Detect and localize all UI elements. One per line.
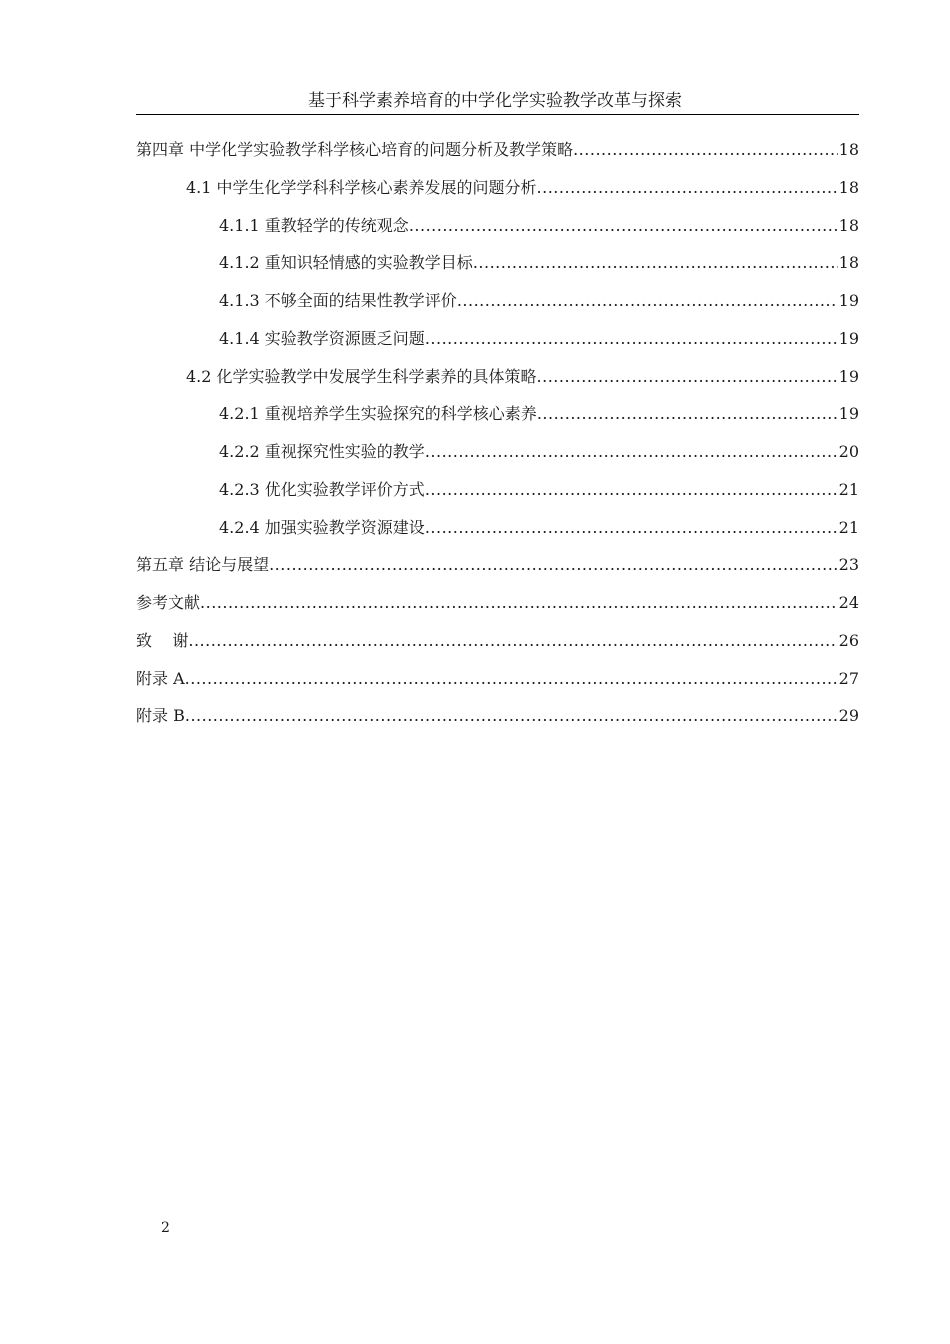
toc-entry[interactable] — [219, 516, 859, 540]
toc-entry-title: 4.1.1 重教轻学的传统观念 — [219, 216, 409, 235]
toc-entry-title: 4.1.4 实验教学资源匮乏问题 — [219, 329, 425, 348]
toc-dot-leader — [425, 516, 838, 540]
toc-entry-title: 4.2.3 优化实验教学评价方式 — [219, 480, 425, 499]
toc-entry[interactable] — [219, 402, 859, 426]
toc-entry[interactable] — [219, 289, 859, 313]
toc-entry-page: 19 — [838, 367, 859, 386]
toc-dot-leader — [573, 138, 838, 162]
toc-dot-leader — [425, 327, 838, 351]
toc-entry[interactable] — [136, 138, 859, 162]
toc-entry-title: 4.1.2 重知识轻情感的实验教学目标 — [219, 253, 473, 272]
toc-entry-page: 26 — [838, 631, 859, 650]
toc-dot-leader — [537, 176, 838, 200]
toc-entry-title: 致 谢 — [136, 631, 189, 650]
page-header — [136, 88, 859, 115]
toc-entry[interactable] — [136, 553, 859, 577]
toc-entry[interactable] — [186, 176, 859, 200]
toc-entry-title: 4.1.3 不够全面的结果性教学评价 — [219, 291, 457, 310]
toc-dot-leader — [425, 478, 838, 502]
toc-entry[interactable] — [136, 704, 859, 728]
toc-entry-page: 18 — [838, 178, 859, 197]
toc-entry[interactable] — [219, 327, 859, 351]
toc-dot-leader — [537, 402, 838, 426]
toc-entry-page: 19 — [838, 291, 859, 310]
toc-entry-title: 4.2.2 重视探究性实验的教学 — [219, 442, 425, 461]
toc-entry-page: 18 — [838, 216, 859, 235]
toc-entry[interactable] — [136, 667, 859, 691]
toc-entry-title: 附录 A — [136, 669, 185, 688]
toc-entry-page: 23 — [838, 555, 859, 574]
toc-dot-leader — [269, 553, 838, 577]
toc-entry-page: 20 — [838, 442, 859, 461]
toc-entry[interactable] — [136, 591, 859, 615]
toc-entry-page: 19 — [838, 329, 859, 348]
page-number: 2 — [161, 1220, 170, 1236]
toc-entry-title: 参考文献 — [136, 593, 201, 612]
toc-entry-title: 4.2.1 重视培养学生实验探究的科学核心素养 — [219, 404, 537, 423]
toc-entry-page: 27 — [838, 669, 859, 688]
toc-entry-title: 第五章 结论与展望 — [136, 555, 270, 574]
toc-dot-leader — [409, 214, 838, 238]
toc-entry-page: 19 — [838, 404, 859, 423]
toc-entry-page: 18 — [838, 140, 859, 159]
toc-entry[interactable] — [219, 251, 859, 275]
toc-dot-leader — [425, 440, 838, 464]
toc-dot-leader — [200, 591, 838, 615]
toc-entry[interactable] — [136, 629, 859, 653]
toc-entry-page: 18 — [838, 253, 859, 272]
toc-entry-page: 24 — [838, 593, 859, 612]
toc-dot-leader — [473, 251, 838, 275]
toc-entry-page: 29 — [838, 706, 859, 725]
toc-entry[interactable] — [219, 478, 859, 502]
toc-entry[interactable] — [219, 214, 859, 238]
toc-entry-title: 附录 B — [136, 706, 185, 725]
header-title: 基于科学素养培育的中学化学实验教学改革与探索 — [308, 91, 682, 111]
toc-entry[interactable] — [186, 365, 859, 389]
toc-dot-leader — [537, 365, 838, 389]
toc-entry-title: 4.2.4 加强实验教学资源建设 — [219, 518, 425, 537]
toc-entry-title: 4.2 化学实验教学中发展学生科学素养的具体策略 — [186, 367, 537, 386]
toc-entry[interactable] — [219, 440, 859, 464]
toc-dot-leader — [188, 629, 837, 653]
toc-entry-title: 4.1 中学生化学学科科学核心素养发展的问题分析 — [186, 178, 537, 197]
toc-dot-leader — [457, 289, 838, 313]
toc-entry-page: 21 — [838, 518, 859, 537]
toc-entry-page: 21 — [838, 480, 859, 499]
toc-entry-title: 第四章 中学化学实验教学科学核心培育的问题分析及教学策略 — [136, 140, 574, 159]
toc-dot-leader — [185, 704, 838, 728]
toc-dot-leader — [185, 667, 838, 691]
